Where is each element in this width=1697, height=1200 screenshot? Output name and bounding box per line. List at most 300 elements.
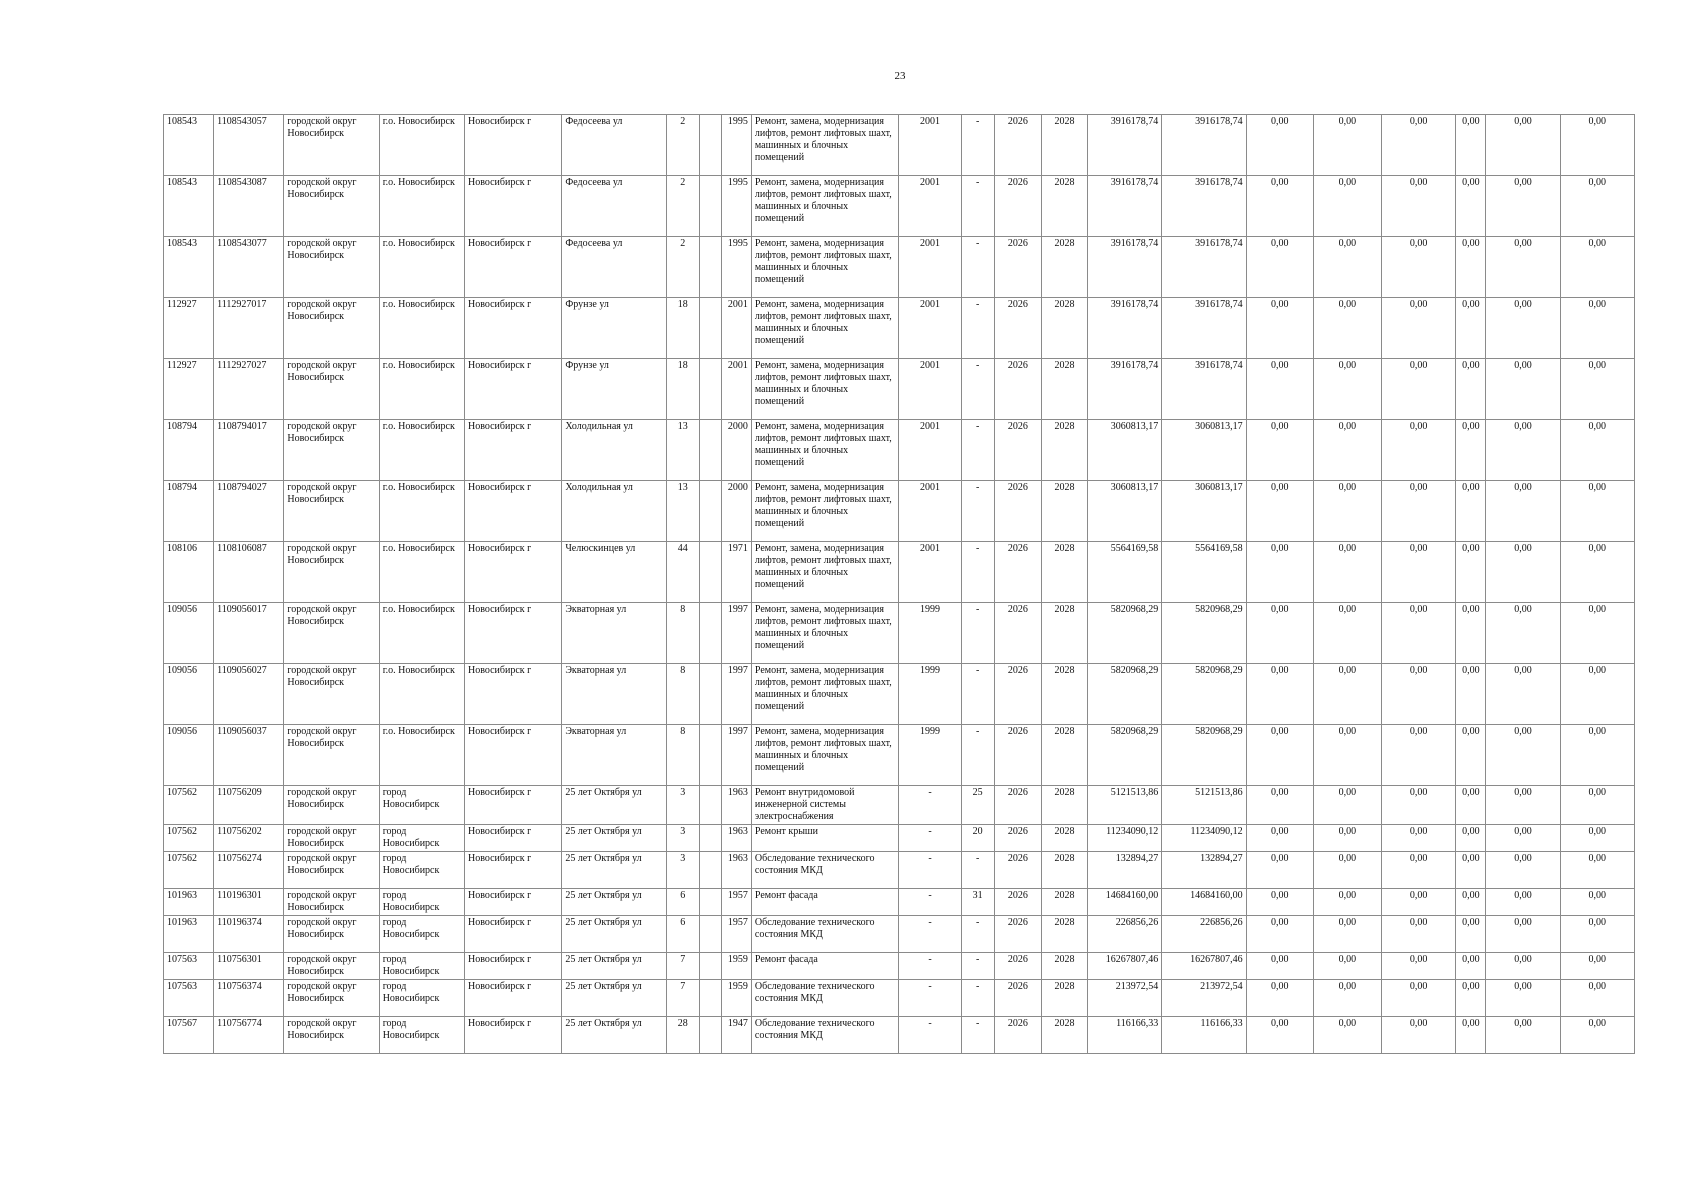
start-year-cell: 2026	[994, 176, 1041, 237]
municipality-cell: городской округ Новосибирск	[284, 664, 379, 725]
amount-cell-1: 0,00	[1246, 916, 1313, 953]
city-cell: Новосибирск г	[464, 664, 561, 725]
house-number-cell: 8	[666, 603, 699, 664]
settlement-cell: город Новосибирск	[379, 980, 464, 1017]
work-type-cell: Ремонт фасада	[751, 889, 899, 916]
work-type-cell: Ремонт, замена, модернизация лифтов, ремонт лифтовых шахт, машинных и блочных помещений	[751, 725, 899, 786]
wear-percent-cell: -	[961, 916, 994, 953]
work-type-cell: Ремонт крыши	[751, 825, 899, 852]
amount-cell-6: 0,00	[1560, 786, 1634, 825]
total-cost-cell: 11234090,12	[1088, 825, 1162, 852]
amount-cell-6: 0,00	[1560, 481, 1634, 542]
city-cell: Новосибирск г	[464, 176, 561, 237]
end-year-cell: 2028	[1041, 298, 1087, 359]
amount-cell-4: 0,00	[1456, 237, 1486, 298]
code-cell: 1108106087	[214, 542, 284, 603]
city-cell: Новосибирск г	[464, 953, 561, 980]
amount-cell-6: 0,00	[1560, 176, 1634, 237]
municipality-cell: городской округ Новосибирск	[284, 953, 379, 980]
amount-cell-2: 0,00	[1313, 420, 1381, 481]
end-year-cell: 2028	[1041, 786, 1087, 825]
amount-cell-6: 0,00	[1560, 298, 1634, 359]
wear-percent-cell: -	[961, 115, 994, 176]
table-row	[164, 420, 1635, 481]
table-row	[164, 852, 1635, 889]
amount-cell-4: 0,00	[1456, 298, 1486, 359]
last-repair-year-cell: 2001	[899, 542, 961, 603]
amount-cell-4: 0,00	[1456, 889, 1486, 916]
page-number: 23	[894, 70, 906, 82]
fund-cost-cell: 3916178,74	[1162, 237, 1246, 298]
table-row	[164, 786, 1635, 825]
start-year-cell: 2026	[994, 298, 1041, 359]
city-cell: Новосибирск г	[464, 980, 561, 1017]
building-cell	[699, 852, 721, 889]
table-row	[164, 542, 1635, 603]
start-year-cell: 2026	[994, 1017, 1041, 1054]
street-cell: 25 лет Октября ул	[562, 786, 666, 825]
amount-cell-4: 0,00	[1456, 481, 1486, 542]
house-number-cell: 8	[666, 664, 699, 725]
row-id-cell: 107562	[164, 852, 214, 889]
amount-cell-6: 0,00	[1560, 603, 1634, 664]
amount-cell-5: 0,00	[1486, 664, 1560, 725]
amount-cell-2: 0,00	[1313, 852, 1381, 889]
amount-cell-1: 0,00	[1246, 420, 1313, 481]
table-row	[164, 825, 1635, 852]
amount-cell-6: 0,00	[1560, 420, 1634, 481]
amount-cell-4: 0,00	[1456, 664, 1486, 725]
row-id-cell: 107563	[164, 953, 214, 980]
municipality-cell: городской округ Новосибирск	[284, 298, 379, 359]
municipality-cell: городской округ Новосибирск	[284, 176, 379, 237]
built-year-cell: 1997	[721, 725, 751, 786]
amount-cell-1: 0,00	[1246, 725, 1313, 786]
city-cell: Новосибирск г	[464, 237, 561, 298]
municipality-cell: городской округ Новосибирск	[284, 359, 379, 420]
building-cell	[699, 889, 721, 916]
amount-cell-1: 0,00	[1246, 115, 1313, 176]
street-cell: 25 лет Октября ул	[562, 825, 666, 852]
amount-cell-4: 0,00	[1456, 825, 1486, 852]
amount-cell-1: 0,00	[1246, 664, 1313, 725]
amount-cell-4: 0,00	[1456, 1017, 1486, 1054]
amount-cell-5: 0,00	[1486, 298, 1560, 359]
fund-cost-cell: 11234090,12	[1162, 825, 1246, 852]
total-cost-cell: 5121513,86	[1088, 786, 1162, 825]
city-cell: Новосибирск г	[464, 481, 561, 542]
fund-cost-cell: 132894,27	[1162, 852, 1246, 889]
row-id-cell: 108543	[164, 115, 214, 176]
built-year-cell: 2000	[721, 420, 751, 481]
amount-cell-5: 0,00	[1486, 825, 1560, 852]
work-type-cell: Ремонт, замена, модернизация лифтов, ремонт лифтовых шахт, машинных и блочных помещений	[751, 481, 899, 542]
built-year-cell: 1995	[721, 237, 751, 298]
code-cell: 1108794017	[214, 420, 284, 481]
start-year-cell: 2026	[994, 825, 1041, 852]
amount-cell-3: 0,00	[1382, 889, 1456, 916]
end-year-cell: 2028	[1041, 725, 1087, 786]
row-id-cell: 112927	[164, 298, 214, 359]
amount-cell-1: 0,00	[1246, 359, 1313, 420]
amount-cell-3: 0,00	[1382, 725, 1456, 786]
house-number-cell: 13	[666, 420, 699, 481]
end-year-cell: 2028	[1041, 664, 1087, 725]
last-repair-year-cell: -	[899, 953, 961, 980]
fund-cost-cell: 3916178,74	[1162, 176, 1246, 237]
amount-cell-4: 0,00	[1456, 786, 1486, 825]
start-year-cell: 2026	[994, 115, 1041, 176]
code-cell: 110756301	[214, 953, 284, 980]
amount-cell-2: 0,00	[1313, 725, 1381, 786]
building-cell	[699, 420, 721, 481]
amount-cell-3: 0,00	[1382, 176, 1456, 237]
last-repair-year-cell: -	[899, 1017, 961, 1054]
table-row	[164, 603, 1635, 664]
table-row	[164, 980, 1635, 1017]
fund-cost-cell: 5564169,58	[1162, 542, 1246, 603]
total-cost-cell: 116166,33	[1088, 1017, 1162, 1054]
wear-percent-cell: -	[961, 603, 994, 664]
amount-cell-6: 0,00	[1560, 359, 1634, 420]
built-year-cell: 1947	[721, 1017, 751, 1054]
row-id-cell: 101963	[164, 916, 214, 953]
wear-percent-cell: -	[961, 1017, 994, 1054]
table-body	[164, 115, 1635, 1054]
code-cell: 1112927027	[214, 359, 284, 420]
municipality-cell: городской округ Новосибирск	[284, 852, 379, 889]
city-cell: Новосибирск г	[464, 115, 561, 176]
start-year-cell: 2026	[994, 664, 1041, 725]
built-year-cell: 1995	[721, 115, 751, 176]
end-year-cell: 2028	[1041, 542, 1087, 603]
amount-cell-5: 0,00	[1486, 953, 1560, 980]
street-cell: Фрунзе ул	[562, 359, 666, 420]
building-cell	[699, 1017, 721, 1054]
settlement-cell: г.о. Новосибирск	[379, 420, 464, 481]
building-cell	[699, 725, 721, 786]
amount-cell-1: 0,00	[1246, 1017, 1313, 1054]
street-cell: 25 лет Октября ул	[562, 889, 666, 916]
end-year-cell: 2028	[1041, 889, 1087, 916]
built-year-cell: 2000	[721, 481, 751, 542]
total-cost-cell: 5820968,29	[1088, 664, 1162, 725]
amount-cell-6: 0,00	[1560, 825, 1634, 852]
street-cell: 25 лет Октября ул	[562, 980, 666, 1017]
building-cell	[699, 825, 721, 852]
wear-percent-cell: -	[961, 359, 994, 420]
municipality-cell: городской округ Новосибирск	[284, 237, 379, 298]
start-year-cell: 2026	[994, 980, 1041, 1017]
code-cell: 1109056037	[214, 725, 284, 786]
street-cell: Экваторная ул	[562, 603, 666, 664]
amount-cell-5: 0,00	[1486, 852, 1560, 889]
amount-cell-3: 0,00	[1382, 542, 1456, 603]
amount-cell-4: 0,00	[1456, 725, 1486, 786]
amount-cell-4: 0,00	[1456, 176, 1486, 237]
total-cost-cell: 16267807,46	[1088, 953, 1162, 980]
municipality-cell: городской округ Новосибирск	[284, 1017, 379, 1054]
building-cell	[699, 176, 721, 237]
amount-cell-3: 0,00	[1382, 825, 1456, 852]
amount-cell-1: 0,00	[1246, 176, 1313, 237]
amount-cell-1: 0,00	[1246, 481, 1313, 542]
municipality-cell: городской округ Новосибирск	[284, 980, 379, 1017]
start-year-cell: 2026	[994, 237, 1041, 298]
end-year-cell: 2028	[1041, 359, 1087, 420]
amount-cell-2: 0,00	[1313, 980, 1381, 1017]
table-row	[164, 953, 1635, 980]
last-repair-year-cell: -	[899, 786, 961, 825]
table-row	[164, 176, 1635, 237]
start-year-cell: 2026	[994, 889, 1041, 916]
start-year-cell: 2026	[994, 603, 1041, 664]
house-number-cell: 7	[666, 980, 699, 1017]
total-cost-cell: 132894,27	[1088, 852, 1162, 889]
amount-cell-6: 0,00	[1560, 889, 1634, 916]
amount-cell-2: 0,00	[1313, 603, 1381, 664]
wear-percent-cell: 25	[961, 786, 994, 825]
amount-cell-5: 0,00	[1486, 916, 1560, 953]
code-cell: 110756202	[214, 825, 284, 852]
amount-cell-5: 0,00	[1486, 725, 1560, 786]
work-type-cell: Ремонт, замена, модернизация лифтов, ремонт лифтовых шахт, машинных и блочных помещений	[751, 420, 899, 481]
table-row	[164, 298, 1635, 359]
fund-cost-cell: 3060813,17	[1162, 481, 1246, 542]
municipality-cell: городской округ Новосибирск	[284, 115, 379, 176]
row-id-cell: 108106	[164, 542, 214, 603]
built-year-cell: 1963	[721, 786, 751, 825]
last-repair-year-cell: 2001	[899, 481, 961, 542]
municipality-cell: городской округ Новосибирск	[284, 542, 379, 603]
last-repair-year-cell: -	[899, 825, 961, 852]
work-type-cell: Ремонт, замена, модернизация лифтов, ремонт лифтовых шахт, машинных и блочных помещений	[751, 359, 899, 420]
built-year-cell: 2001	[721, 298, 751, 359]
work-type-cell: Ремонт внутридомовой инженерной системы электроснабжения	[751, 786, 899, 825]
code-cell: 1109056027	[214, 664, 284, 725]
house-number-cell: 3	[666, 786, 699, 825]
end-year-cell: 2028	[1041, 980, 1087, 1017]
amount-cell-3: 0,00	[1382, 237, 1456, 298]
amount-cell-1: 0,00	[1246, 237, 1313, 298]
end-year-cell: 2028	[1041, 953, 1087, 980]
amount-cell-1: 0,00	[1246, 852, 1313, 889]
street-cell: Фрунзе ул	[562, 298, 666, 359]
amount-cell-3: 0,00	[1382, 786, 1456, 825]
code-cell: 1108543087	[214, 176, 284, 237]
fund-cost-cell: 5121513,86	[1162, 786, 1246, 825]
row-id-cell: 101963	[164, 889, 214, 916]
end-year-cell: 2028	[1041, 420, 1087, 481]
house-number-cell: 6	[666, 916, 699, 953]
amount-cell-4: 0,00	[1456, 916, 1486, 953]
city-cell: Новосибирск г	[464, 825, 561, 852]
amount-cell-3: 0,00	[1382, 916, 1456, 953]
code-cell: 1109056017	[214, 603, 284, 664]
last-repair-year-cell: 1999	[899, 664, 961, 725]
built-year-cell: 1959	[721, 980, 751, 1017]
work-type-cell: Ремонт, замена, модернизация лифтов, ремонт лифтовых шахт, машинных и блочных помещений	[751, 664, 899, 725]
fund-cost-cell: 16267807,46	[1162, 953, 1246, 980]
table-row	[164, 889, 1635, 916]
amount-cell-1: 0,00	[1246, 825, 1313, 852]
building-cell	[699, 786, 721, 825]
amount-cell-2: 0,00	[1313, 237, 1381, 298]
end-year-cell: 2028	[1041, 481, 1087, 542]
total-cost-cell: 3916178,74	[1088, 298, 1162, 359]
amount-cell-4: 0,00	[1456, 603, 1486, 664]
amount-cell-1: 0,00	[1246, 542, 1313, 603]
built-year-cell: 1997	[721, 664, 751, 725]
amount-cell-5: 0,00	[1486, 237, 1560, 298]
fund-cost-cell: 3916178,74	[1162, 359, 1246, 420]
amount-cell-4: 0,00	[1456, 115, 1486, 176]
house-number-cell: 8	[666, 725, 699, 786]
amount-cell-5: 0,00	[1486, 359, 1560, 420]
amount-cell-1: 0,00	[1246, 980, 1313, 1017]
fund-cost-cell: 3916178,74	[1162, 115, 1246, 176]
built-year-cell: 1963	[721, 852, 751, 889]
wear-percent-cell: -	[961, 481, 994, 542]
wear-percent-cell: -	[961, 664, 994, 725]
total-cost-cell: 5820968,29	[1088, 725, 1162, 786]
start-year-cell: 2026	[994, 420, 1041, 481]
street-cell: 25 лет Октября ул	[562, 852, 666, 889]
amount-cell-5: 0,00	[1486, 115, 1560, 176]
fund-cost-cell: 116166,33	[1162, 1017, 1246, 1054]
built-year-cell: 1957	[721, 889, 751, 916]
settlement-cell: г.о. Новосибирск	[379, 359, 464, 420]
amount-cell-6: 0,00	[1560, 953, 1634, 980]
amount-cell-2: 0,00	[1313, 115, 1381, 176]
amount-cell-3: 0,00	[1382, 603, 1456, 664]
city-cell: Новосибирск г	[464, 786, 561, 825]
work-type-cell: Ремонт, замена, модернизация лифтов, ремонт лифтовых шахт, машинных и блочных помещений	[751, 176, 899, 237]
last-repair-year-cell: 1999	[899, 725, 961, 786]
house-number-cell: 3	[666, 852, 699, 889]
settlement-cell: город Новосибирск	[379, 916, 464, 953]
house-number-cell: 28	[666, 1017, 699, 1054]
wear-percent-cell: -	[961, 980, 994, 1017]
amount-cell-5: 0,00	[1486, 786, 1560, 825]
house-number-cell: 13	[666, 481, 699, 542]
built-year-cell: 1971	[721, 542, 751, 603]
city-cell: Новосибирск г	[464, 298, 561, 359]
row-id-cell: 107567	[164, 1017, 214, 1054]
amount-cell-2: 0,00	[1313, 825, 1381, 852]
settlement-cell: г.о. Новосибирск	[379, 176, 464, 237]
start-year-cell: 2026	[994, 953, 1041, 980]
total-cost-cell: 14684160,00	[1088, 889, 1162, 916]
built-year-cell: 1959	[721, 953, 751, 980]
end-year-cell: 2028	[1041, 237, 1087, 298]
amount-cell-4: 0,00	[1456, 852, 1486, 889]
code-cell: 1112927017	[214, 298, 284, 359]
wear-percent-cell: -	[961, 953, 994, 980]
amount-cell-5: 0,00	[1486, 1017, 1560, 1054]
house-number-cell: 6	[666, 889, 699, 916]
last-repair-year-cell: -	[899, 916, 961, 953]
wear-percent-cell: 31	[961, 889, 994, 916]
wear-percent-cell: -	[961, 298, 994, 359]
amount-cell-3: 0,00	[1382, 298, 1456, 359]
total-cost-cell: 5564169,58	[1088, 542, 1162, 603]
code-cell: 1108794027	[214, 481, 284, 542]
municipality-cell: городской округ Новосибирск	[284, 825, 379, 852]
street-cell: Экваторная ул	[562, 725, 666, 786]
fund-cost-cell: 14684160,00	[1162, 889, 1246, 916]
repair-plan-table	[163, 114, 1635, 1054]
settlement-cell: г.о. Новосибирск	[379, 664, 464, 725]
amount-cell-4: 0,00	[1456, 420, 1486, 481]
settlement-cell: город Новосибирск	[379, 786, 464, 825]
city-cell: Новосибирск г	[464, 542, 561, 603]
amount-cell-2: 0,00	[1313, 953, 1381, 980]
last-repair-year-cell: 2001	[899, 359, 961, 420]
last-repair-year-cell: 2001	[899, 176, 961, 237]
table-row	[164, 916, 1635, 953]
settlement-cell: город Новосибирск	[379, 953, 464, 980]
fund-cost-cell: 213972,54	[1162, 980, 1246, 1017]
total-cost-cell: 3916178,74	[1088, 115, 1162, 176]
amount-cell-6: 0,00	[1560, 852, 1634, 889]
building-cell	[699, 298, 721, 359]
row-id-cell: 112927	[164, 359, 214, 420]
settlement-cell: г.о. Новосибирск	[379, 298, 464, 359]
building-cell	[699, 481, 721, 542]
amount-cell-2: 0,00	[1313, 176, 1381, 237]
settlement-cell: г.о. Новосибирск	[379, 542, 464, 603]
total-cost-cell: 3916178,74	[1088, 237, 1162, 298]
amount-cell-2: 0,00	[1313, 889, 1381, 916]
amount-cell-6: 0,00	[1560, 1017, 1634, 1054]
municipality-cell: городской округ Новосибирск	[284, 725, 379, 786]
start-year-cell: 2026	[994, 852, 1041, 889]
amount-cell-5: 0,00	[1486, 889, 1560, 916]
settlement-cell: город Новосибирск	[379, 889, 464, 916]
amount-cell-5: 0,00	[1486, 542, 1560, 603]
code-cell: 110756374	[214, 980, 284, 1017]
city-cell: Новосибирск г	[464, 889, 561, 916]
wear-percent-cell: -	[961, 542, 994, 603]
start-year-cell: 2026	[994, 786, 1041, 825]
amount-cell-3: 0,00	[1382, 664, 1456, 725]
settlement-cell: город Новосибирск	[379, 1017, 464, 1054]
street-cell: Федосеева ул	[562, 176, 666, 237]
row-id-cell: 109056	[164, 664, 214, 725]
fund-cost-cell: 3060813,17	[1162, 420, 1246, 481]
building-cell	[699, 237, 721, 298]
settlement-cell: город Новосибирск	[379, 825, 464, 852]
total-cost-cell: 3060813,17	[1088, 481, 1162, 542]
amount-cell-5: 0,00	[1486, 176, 1560, 237]
table-row	[164, 359, 1635, 420]
code-cell: 110756774	[214, 1017, 284, 1054]
end-year-cell: 2028	[1041, 852, 1087, 889]
work-type-cell: Ремонт, замена, модернизация лифтов, ремонт лифтовых шахт, машинных и блочных помещений	[751, 298, 899, 359]
amount-cell-3: 0,00	[1382, 481, 1456, 542]
start-year-cell: 2026	[994, 542, 1041, 603]
street-cell: Экваторная ул	[562, 664, 666, 725]
amount-cell-6: 0,00	[1560, 237, 1634, 298]
building-cell	[699, 953, 721, 980]
row-id-cell: 108543	[164, 176, 214, 237]
built-year-cell: 1995	[721, 176, 751, 237]
amount-cell-2: 0,00	[1313, 664, 1381, 725]
city-cell: Новосибирск г	[464, 359, 561, 420]
house-number-cell: 2	[666, 176, 699, 237]
amount-cell-3: 0,00	[1382, 980, 1456, 1017]
